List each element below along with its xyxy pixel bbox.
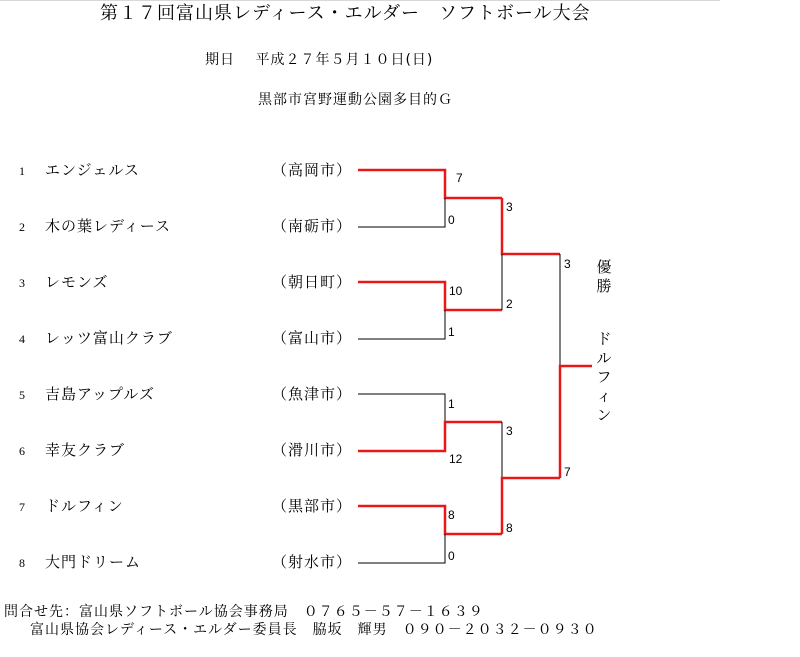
team-name: 大門ドリーム bbox=[45, 553, 142, 571]
match-score: 12 bbox=[449, 452, 463, 466]
team-city: （黒部市） bbox=[272, 497, 353, 515]
team-name: 幸友クラブ bbox=[45, 441, 126, 459]
event-venue: 黒部市宮野運動公園多目的Ｇ bbox=[258, 92, 453, 108]
team-seed: 1 bbox=[19, 164, 25, 178]
match-score: 3 bbox=[506, 200, 513, 214]
event-date: 期日 平成２７年５月１０日(日) bbox=[205, 52, 434, 68]
champion-label: 優勝 bbox=[596, 258, 612, 295]
bracket-line-loser bbox=[358, 198, 445, 227]
bracket-line-winner bbox=[358, 282, 502, 310]
bracket-line-winner bbox=[358, 170, 502, 198]
bracket-line-winner bbox=[358, 422, 502, 451]
match-score: 3 bbox=[506, 424, 513, 438]
team-seed: 7 bbox=[19, 500, 25, 514]
team-name: レモンズ bbox=[45, 273, 109, 291]
team-city: （滑川市） bbox=[272, 441, 353, 459]
match-score: 2 bbox=[506, 297, 513, 311]
team-city: （南砺市） bbox=[272, 217, 353, 235]
team-name: ドルフィン bbox=[45, 497, 124, 515]
team-city: （高岡市） bbox=[272, 161, 353, 179]
match-score: 0 bbox=[448, 549, 455, 563]
page-title: 第１７回富山県レディース・エルダー ソフトボール大会 bbox=[100, 3, 591, 24]
champion-name: ドルフィン bbox=[596, 330, 612, 424]
team-seed: 4 bbox=[19, 332, 25, 346]
bracket-line-loser bbox=[358, 394, 445, 422]
match-score: 3 bbox=[564, 257, 571, 271]
bracket-line-winner bbox=[560, 366, 592, 478]
team-city: （朝日町） bbox=[272, 273, 353, 291]
team-seed: 8 bbox=[19, 556, 25, 570]
team-name: 吉島アップルズ bbox=[45, 385, 155, 403]
contact-office: 問合せ先：富山県ソフトボール協会事務局 ０７６５－５７－１６３９ bbox=[4, 604, 484, 620]
team-city: （射水市） bbox=[272, 553, 353, 571]
bracket-line-loser bbox=[358, 534, 445, 563]
team-city: （魚津市） bbox=[272, 385, 353, 403]
match-score: 10 bbox=[449, 284, 463, 298]
bracket-line-winner bbox=[358, 506, 502, 534]
match-score: 1 bbox=[448, 325, 455, 339]
team-name: レッツ富山クラブ bbox=[45, 329, 173, 347]
team-seed: 6 bbox=[19, 444, 25, 458]
match-score: 1 bbox=[448, 397, 455, 411]
team-name: エンジェルス bbox=[45, 161, 140, 179]
match-score: 7 bbox=[456, 171, 463, 185]
team-city: （富山市） bbox=[272, 329, 353, 347]
team-seed: 3 bbox=[19, 276, 25, 290]
match-score: 7 bbox=[564, 465, 571, 479]
bracket-line-loser bbox=[358, 310, 445, 339]
match-score: 8 bbox=[448, 508, 455, 522]
contact-committee: 富山県協会レディース・エルダー委員長 脇坂 輝男 ０９０－２０３２－０９３０ bbox=[30, 622, 598, 638]
match-score: 0 bbox=[448, 213, 455, 227]
team-seed: 5 bbox=[19, 388, 25, 402]
team-seed: 2 bbox=[19, 220, 25, 234]
team-name: 木の葉レディース bbox=[45, 217, 172, 235]
match-score: 8 bbox=[506, 521, 513, 535]
